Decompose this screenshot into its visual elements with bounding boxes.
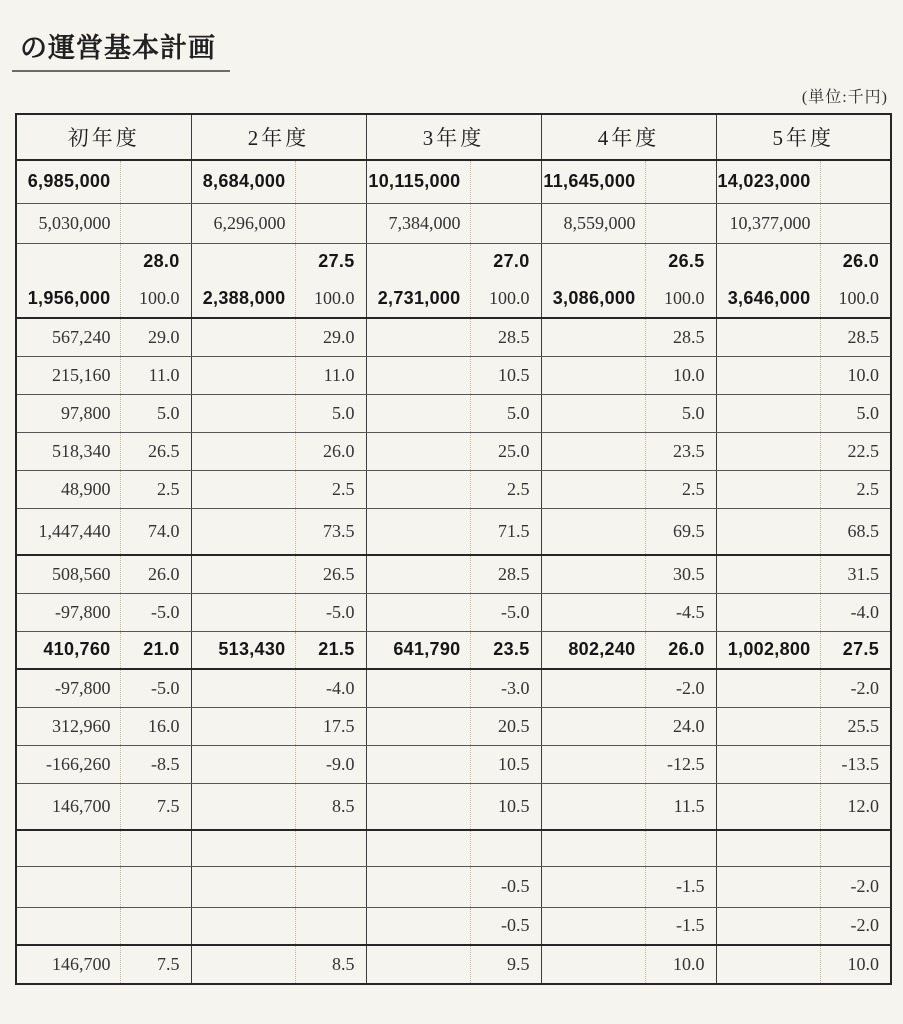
cell-percent: -1.5 [645, 907, 716, 945]
cell-percent: 100.0 [470, 280, 541, 318]
cell-percent: 10.0 [645, 945, 716, 984]
cell-percent [295, 203, 366, 243]
cell-percent [295, 830, 366, 866]
table-row [16, 394, 891, 432]
cell-percent [295, 866, 366, 907]
cell-percent [820, 830, 891, 866]
cell-amount: 2,731,000 [366, 280, 470, 318]
cell-percent: 10.5 [470, 783, 541, 830]
cell-amount: 10,115,000 [366, 160, 470, 203]
cell-amount: 215,160 [16, 356, 120, 394]
table-row [16, 555, 891, 593]
cell-percent: 10.5 [470, 745, 541, 783]
cell-amount [366, 707, 470, 745]
cell-amount [716, 830, 820, 866]
cell-percent: 100.0 [820, 280, 891, 318]
table-row [16, 669, 891, 707]
cell-percent: 20.5 [470, 707, 541, 745]
cell-amount [16, 830, 120, 866]
cell-amount: 1,447,440 [16, 508, 120, 555]
cell-percent: -2.0 [820, 669, 891, 707]
cell-percent: 71.5 [470, 508, 541, 555]
page-title: の運営基本計画 [12, 26, 230, 72]
table-row [16, 356, 891, 394]
cell-amount [541, 470, 645, 508]
cell-amount [366, 745, 470, 783]
table-row [16, 508, 891, 555]
cell-amount: -97,800 [16, 593, 120, 631]
cell-amount [541, 907, 645, 945]
cell-percent [295, 907, 366, 945]
table-row [16, 866, 891, 907]
cell-percent: 11.0 [120, 356, 191, 394]
cell-amount [716, 783, 820, 830]
cell-amount [541, 707, 645, 745]
cell-percent: 30.5 [645, 555, 716, 593]
cell-percent: 10.5 [470, 356, 541, 394]
cell-percent: 28.0 [120, 243, 191, 280]
cell-amount: 1,956,000 [16, 280, 120, 318]
cell-amount [716, 945, 820, 984]
cell-percent: -4.0 [295, 669, 366, 707]
cell-percent: 26.5 [645, 243, 716, 280]
column-header: 4年度 [541, 114, 716, 160]
cell-percent [120, 866, 191, 907]
cell-amount [716, 243, 820, 280]
cell-percent: 5.0 [470, 394, 541, 432]
cell-amount: 14,023,000 [716, 160, 820, 203]
cell-amount [366, 907, 470, 945]
cell-percent: 21.5 [295, 631, 366, 669]
cell-amount [716, 470, 820, 508]
cell-percent [645, 203, 716, 243]
table-row [16, 783, 891, 830]
cell-amount [716, 593, 820, 631]
cell-amount: 97,800 [16, 394, 120, 432]
cell-amount [191, 783, 295, 830]
cell-amount [366, 866, 470, 907]
cell-percent: 28.5 [470, 318, 541, 356]
cell-amount: 2,388,000 [191, 280, 295, 318]
cell-percent: 9.5 [470, 945, 541, 984]
cell-percent: 11.0 [295, 356, 366, 394]
cell-percent: 16.0 [120, 707, 191, 745]
cell-percent: 26.0 [820, 243, 891, 280]
cell-percent: 23.5 [645, 432, 716, 470]
cell-percent: -5.0 [120, 669, 191, 707]
cell-percent: 11.5 [645, 783, 716, 830]
cell-percent: 29.0 [120, 318, 191, 356]
cell-percent: 12.0 [820, 783, 891, 830]
cell-amount [16, 866, 120, 907]
column-header: 初年度 [16, 114, 191, 160]
cell-percent: 100.0 [645, 280, 716, 318]
operating-plan-table [15, 113, 892, 985]
cell-amount: -97,800 [16, 669, 120, 707]
cell-percent: 7.5 [120, 783, 191, 830]
cell-percent: 7.5 [120, 945, 191, 984]
unit-label: (単位:千円) [801, 89, 888, 106]
cell-amount: -166,260 [16, 745, 120, 783]
cell-amount: 518,340 [16, 432, 120, 470]
cell-amount [716, 318, 820, 356]
table-header-row [16, 114, 891, 160]
cell-amount [541, 669, 645, 707]
cell-amount [191, 432, 295, 470]
cell-amount: 802,240 [541, 631, 645, 669]
cell-percent: 10.0 [820, 945, 891, 984]
cell-percent [120, 907, 191, 945]
cell-percent: -12.5 [645, 745, 716, 783]
cell-percent: -0.5 [470, 907, 541, 945]
cell-amount [716, 394, 820, 432]
cell-percent: 2.5 [470, 470, 541, 508]
cell-percent [470, 160, 541, 203]
cell-percent: 21.0 [120, 631, 191, 669]
cell-percent [120, 830, 191, 866]
cell-amount [366, 356, 470, 394]
cell-percent: 28.5 [470, 555, 541, 593]
cell-amount [16, 907, 120, 945]
cell-amount: 8,684,000 [191, 160, 295, 203]
cell-amount [716, 907, 820, 945]
cell-percent [470, 830, 541, 866]
cell-percent [120, 160, 191, 203]
cell-percent: 68.5 [820, 508, 891, 555]
table-row [16, 830, 891, 866]
cell-amount [541, 508, 645, 555]
cell-percent: 31.5 [820, 555, 891, 593]
cell-percent: 26.5 [120, 432, 191, 470]
cell-amount: 6,985,000 [16, 160, 120, 203]
table-row [16, 280, 891, 318]
cell-percent: 10.0 [645, 356, 716, 394]
cell-percent: 2.5 [295, 470, 366, 508]
cell-percent: -0.5 [470, 866, 541, 907]
cell-amount: 5,030,000 [16, 203, 120, 243]
cell-percent: 2.5 [120, 470, 191, 508]
cell-percent: 29.0 [295, 318, 366, 356]
cell-amount [191, 830, 295, 866]
cell-percent: 28.5 [645, 318, 716, 356]
cell-amount: 1,002,800 [716, 631, 820, 669]
cell-percent: 26.5 [295, 555, 366, 593]
cell-amount [366, 555, 470, 593]
cell-percent: -1.5 [645, 866, 716, 907]
cell-percent: 100.0 [295, 280, 366, 318]
cell-amount [366, 593, 470, 631]
cell-percent: -4.0 [820, 593, 891, 631]
cell-percent: 27.5 [295, 243, 366, 280]
cell-percent: 26.0 [120, 555, 191, 593]
cell-amount: 3,086,000 [541, 280, 645, 318]
cell-percent: 100.0 [120, 280, 191, 318]
cell-amount: 567,240 [16, 318, 120, 356]
cell-percent [645, 830, 716, 866]
cell-percent: -5.0 [470, 593, 541, 631]
cell-amount: 3,646,000 [716, 280, 820, 318]
cell-amount: 11,645,000 [541, 160, 645, 203]
table-row [16, 432, 891, 470]
cell-amount: 508,560 [16, 555, 120, 593]
cell-amount [366, 830, 470, 866]
cell-amount [366, 243, 470, 280]
cell-percent: 73.5 [295, 508, 366, 555]
cell-percent: 10.0 [820, 356, 891, 394]
cell-amount [191, 707, 295, 745]
cell-amount [541, 356, 645, 394]
cell-percent: 17.5 [295, 707, 366, 745]
cell-percent: 74.0 [120, 508, 191, 555]
cell-amount: 7,384,000 [366, 203, 470, 243]
cell-amount [716, 745, 820, 783]
cell-percent: 69.5 [645, 508, 716, 555]
cell-percent: 26.0 [295, 432, 366, 470]
cell-amount [366, 470, 470, 508]
cell-amount: 48,900 [16, 470, 120, 508]
cell-amount [191, 394, 295, 432]
cell-percent: -5.0 [120, 593, 191, 631]
cell-percent: 28.5 [820, 318, 891, 356]
cell-percent [645, 160, 716, 203]
cell-amount [366, 508, 470, 555]
cell-percent: -4.5 [645, 593, 716, 631]
cell-amount: 641,790 [366, 631, 470, 669]
cell-amount [366, 945, 470, 984]
cell-amount: 6,296,000 [191, 203, 295, 243]
cell-amount [191, 555, 295, 593]
cell-percent: 24.0 [645, 707, 716, 745]
cell-amount [191, 907, 295, 945]
table-row [16, 945, 891, 984]
cell-amount [16, 243, 120, 280]
cell-amount [191, 669, 295, 707]
cell-amount [716, 356, 820, 394]
cell-percent: -2.0 [820, 907, 891, 945]
cell-amount [716, 707, 820, 745]
cell-amount: 410,760 [16, 631, 120, 669]
cell-percent [820, 160, 891, 203]
cell-percent [295, 160, 366, 203]
cell-amount [366, 318, 470, 356]
cell-percent: 5.0 [295, 394, 366, 432]
cell-percent: 5.0 [820, 394, 891, 432]
cell-amount [366, 669, 470, 707]
cell-amount: 146,700 [16, 945, 120, 984]
cell-amount [191, 470, 295, 508]
cell-percent: -3.0 [470, 669, 541, 707]
cell-amount [191, 508, 295, 555]
cell-amount: 513,430 [191, 631, 295, 669]
cell-percent: 8.5 [295, 945, 366, 984]
cell-amount [191, 745, 295, 783]
table-row [16, 318, 891, 356]
table-row [16, 243, 891, 280]
cell-amount [191, 243, 295, 280]
cell-percent: 2.5 [645, 470, 716, 508]
cell-amount: 8,559,000 [541, 203, 645, 243]
cell-amount [541, 243, 645, 280]
cell-amount [716, 555, 820, 593]
cell-amount: 312,960 [16, 707, 120, 745]
cell-percent: -2.0 [645, 669, 716, 707]
cell-amount [716, 866, 820, 907]
cell-amount [541, 555, 645, 593]
cell-percent: -2.0 [820, 866, 891, 907]
table-row [16, 203, 891, 243]
cell-amount [191, 318, 295, 356]
cell-percent: 8.5 [295, 783, 366, 830]
cell-amount [541, 318, 645, 356]
cell-percent: -5.0 [295, 593, 366, 631]
cell-percent: 22.5 [820, 432, 891, 470]
cell-amount [541, 866, 645, 907]
cell-amount [541, 745, 645, 783]
cell-amount [191, 593, 295, 631]
cell-percent: -8.5 [120, 745, 191, 783]
cell-amount [191, 866, 295, 907]
cell-amount [191, 356, 295, 394]
cell-amount [541, 783, 645, 830]
table-row [16, 907, 891, 945]
cell-percent: 27.0 [470, 243, 541, 280]
cell-percent: 2.5 [820, 470, 891, 508]
cell-percent: 25.5 [820, 707, 891, 745]
cell-percent: 23.5 [470, 631, 541, 669]
cell-amount [716, 669, 820, 707]
cell-amount [541, 830, 645, 866]
column-header: 3年度 [366, 114, 541, 160]
table-row [16, 631, 891, 669]
cell-amount [541, 593, 645, 631]
cell-amount [366, 432, 470, 470]
cell-amount: 10,377,000 [716, 203, 820, 243]
cell-amount [716, 508, 820, 555]
table-row [16, 470, 891, 508]
table-row [16, 745, 891, 783]
cell-percent: 25.0 [470, 432, 541, 470]
cell-amount: 146,700 [16, 783, 120, 830]
cell-amount [366, 783, 470, 830]
cell-percent: 5.0 [645, 394, 716, 432]
cell-percent [820, 203, 891, 243]
cell-percent [470, 203, 541, 243]
table-row [16, 707, 891, 745]
table-row [16, 160, 891, 203]
column-header: 5年度 [716, 114, 891, 160]
cell-amount [191, 945, 295, 984]
cell-percent: 27.5 [820, 631, 891, 669]
cell-amount [541, 394, 645, 432]
table-row [16, 593, 891, 631]
cell-percent [120, 203, 191, 243]
cell-amount [366, 394, 470, 432]
cell-percent: -9.0 [295, 745, 366, 783]
cell-amount [716, 432, 820, 470]
cell-percent: 5.0 [120, 394, 191, 432]
cell-amount [541, 945, 645, 984]
cell-amount [541, 432, 645, 470]
table-body [16, 160, 891, 984]
cell-percent: 26.0 [645, 631, 716, 669]
column-header: 2年度 [191, 114, 366, 160]
cell-percent: -13.5 [820, 745, 891, 783]
